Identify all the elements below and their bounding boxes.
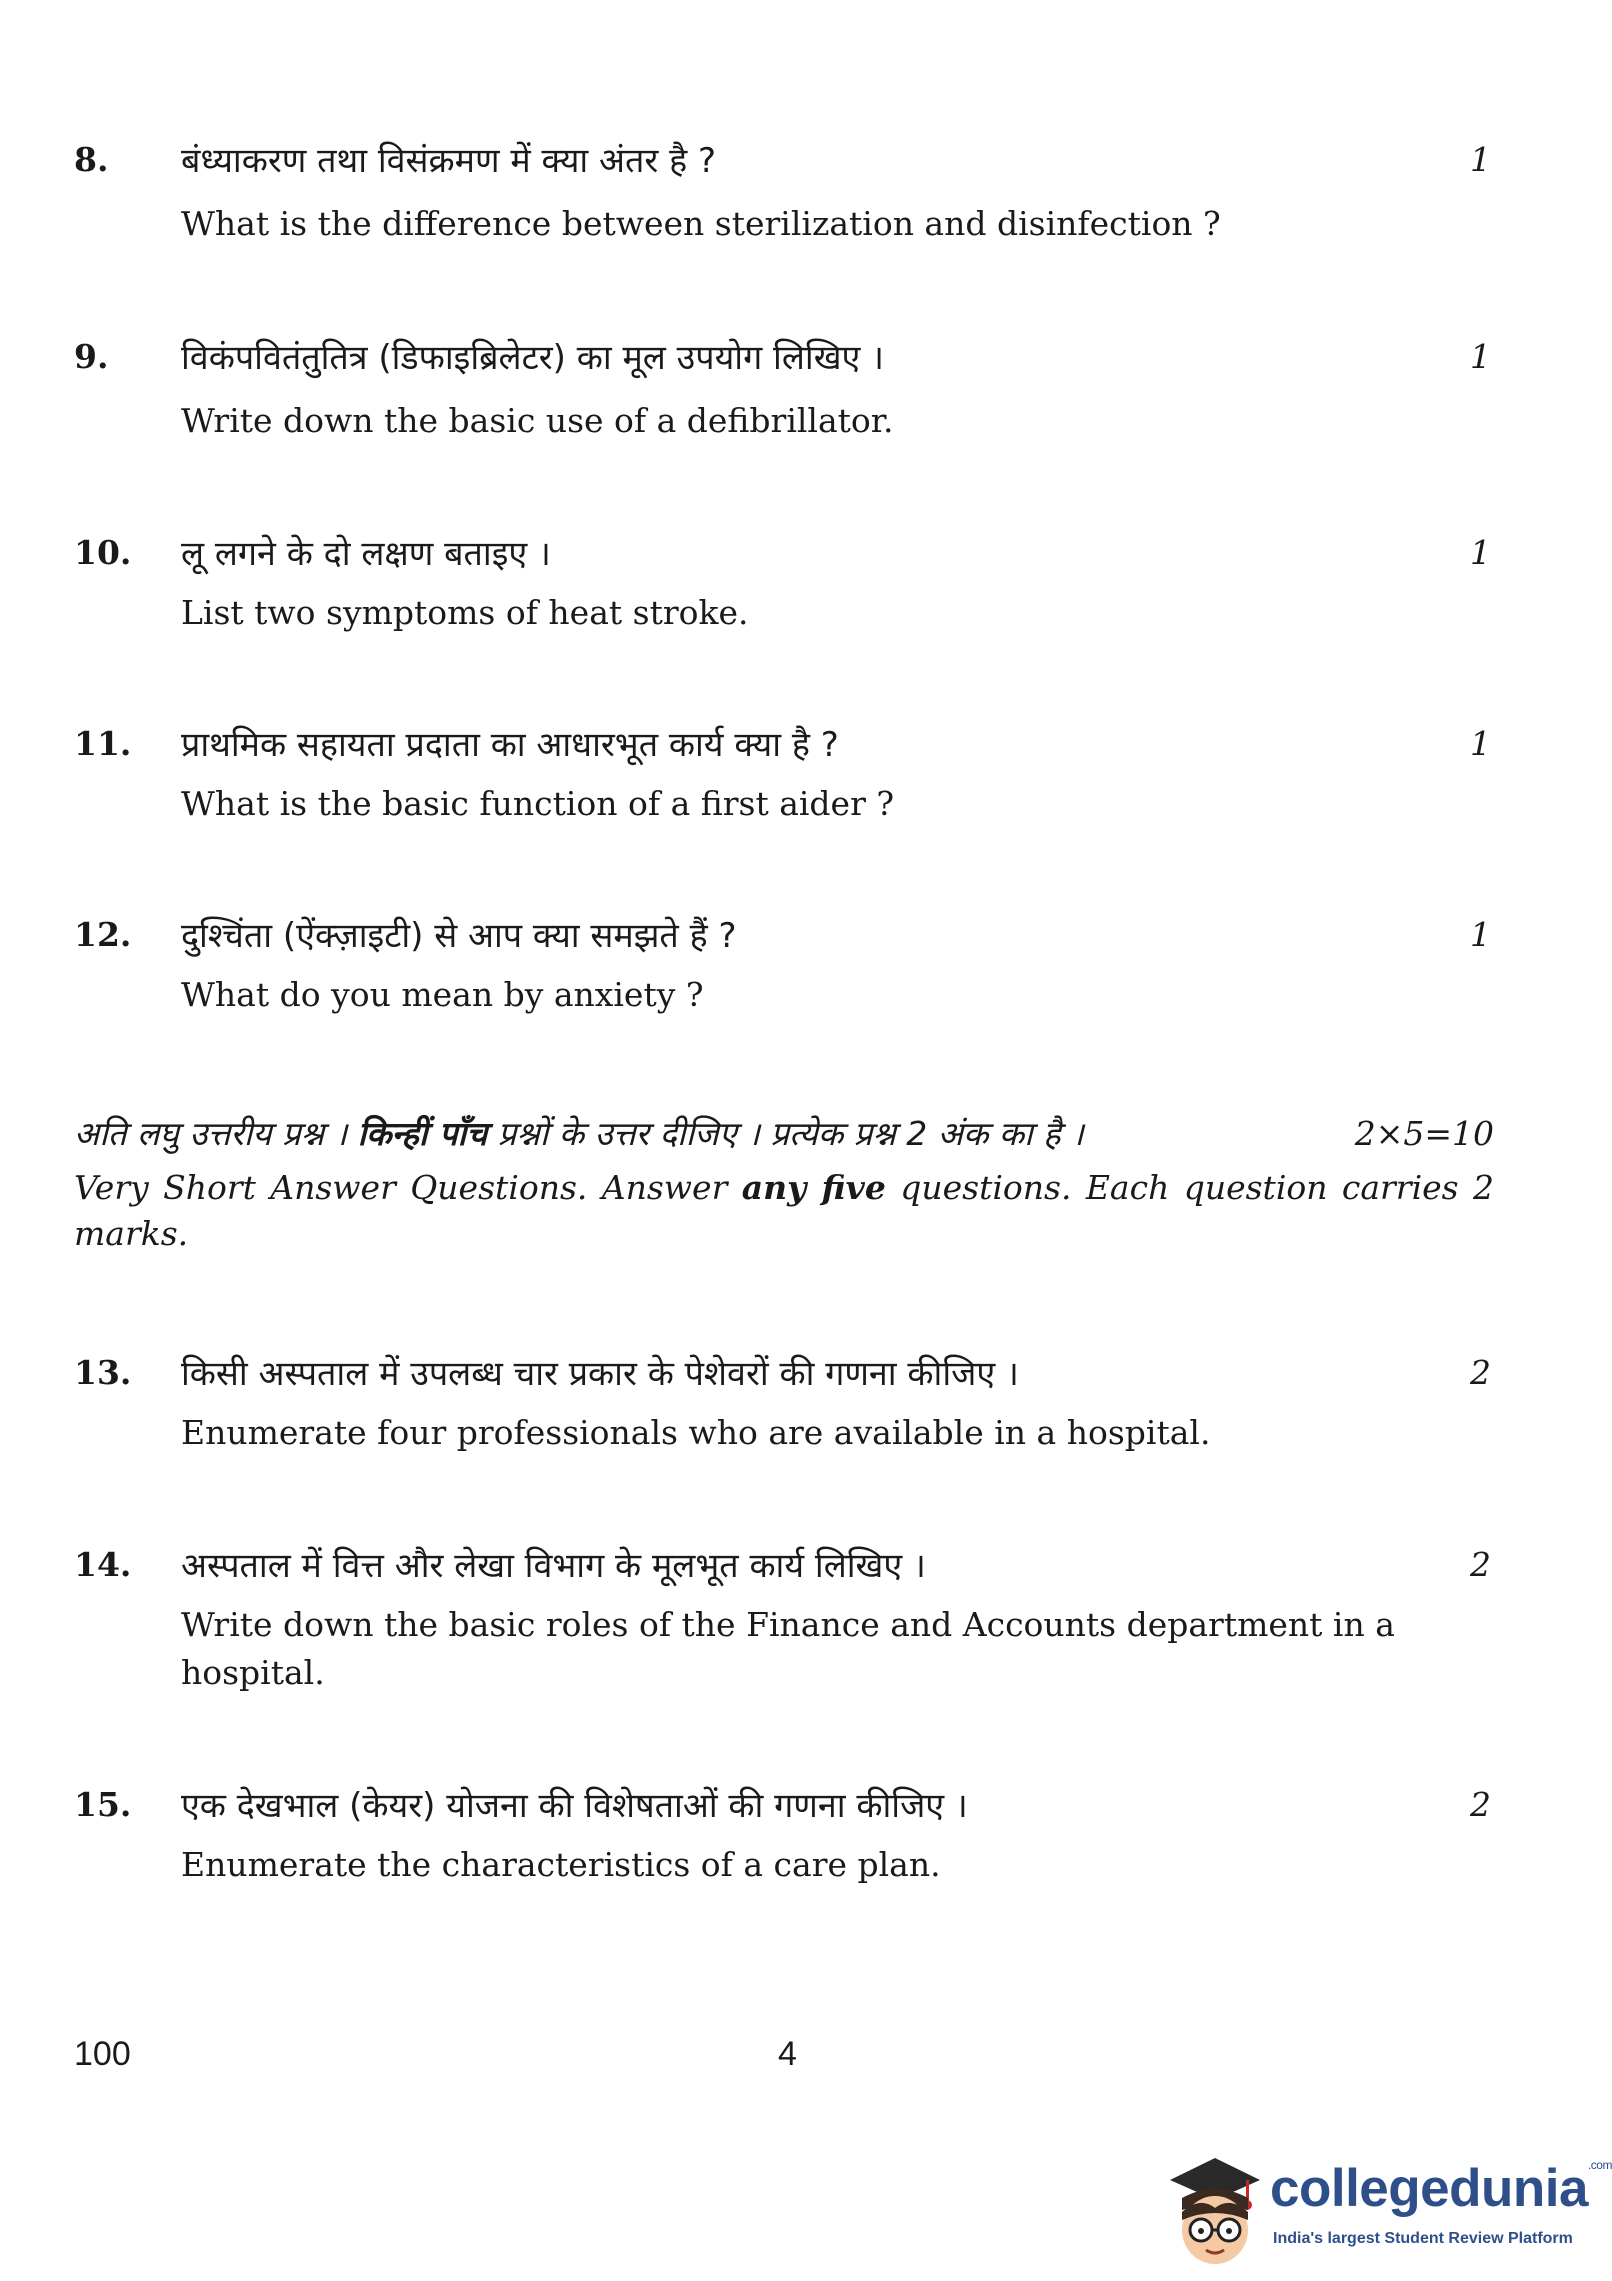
question-text-english: Write down the basic use of a defibrillator. — [181, 401, 894, 440]
logo-tagline: India's largest Student Review Platform — [1273, 2230, 1573, 2247]
question-text-english: What is the basic function of a first aider ? — [181, 784, 895, 823]
question-number: 13. — [74, 1353, 132, 1392]
question-text-english: What do you mean by anxiety ? — [181, 975, 704, 1014]
question-marks: 1 — [1470, 915, 1491, 954]
question-text-english: List two symptoms of heat stroke. — [181, 593, 749, 632]
question-text-english: What is the difference between sterilization and disinfection ? — [181, 204, 1221, 243]
question-number: 9. — [74, 337, 109, 376]
question-text-english: Enumerate four professionals who are available in a hospital. — [181, 1413, 1211, 1452]
question-text-hindi: लू लगने के दो लक्षण बताइए । — [181, 534, 551, 574]
section-marks-scheme: 2×5=10 — [1354, 1114, 1494, 1153]
question-marks: 2 — [1470, 1785, 1491, 1824]
question-number: 11. — [74, 724, 132, 763]
question-text-hindi: दुश्चिंता (ऐंक्ज़ाइटी) से आप क्या समझते हैं ? — [181, 916, 737, 956]
question-text-hindi: एक देखभाल (केयर) योजना की विशेषताओं की गणना कीजिए । — [181, 1786, 968, 1826]
question-marks: 1 — [1470, 724, 1491, 763]
question-marks: 1 — [1470, 533, 1491, 572]
question-text-hindi: प्राथमिक सहायता प्रदाता का आधारभूत कार्य क्या है ? — [181, 725, 839, 765]
question-number: 12. — [74, 915, 132, 954]
section-instructions-english: Very Short Answer Questions. Answer any five questions. Each question carries 2 marks. — [74, 1168, 1494, 1253]
collegedunia-logo — [1160, 2150, 1612, 2275]
question-marks: 2 — [1470, 1545, 1491, 1584]
question-number: 14. — [74, 1545, 132, 1584]
logo-wordmark: collegedunia$^{.com}$ — [1270, 2158, 1612, 2218]
page-number: 4 — [778, 2035, 797, 2073]
question-text-english: Write down the basic roles of the Finance and Accounts department in a hospital. — [181, 1605, 1395, 1692]
paper-code: 100 — [74, 2035, 131, 2073]
question-marks: 1 — [1470, 140, 1491, 179]
question-number: 8. — [74, 140, 109, 179]
question-text-hindi: बंध्याकरण तथा विसंक्रमण में क्या अंतर है ? — [181, 141, 717, 181]
question-number: 10. — [74, 533, 132, 572]
question-text-english: Enumerate the characteristics of a care plan. — [181, 1845, 941, 1884]
question-text-hindi: विकंपवितंतुतित्र (डिफाइब्रिलेटर) का मूल उपयोग लिखिए । — [181, 338, 885, 378]
question-text-hindi: अस्पताल में वित्त और लेखा विभाग के मूलभूत कार्य लिखिए । — [181, 1546, 926, 1586]
section-instructions-hindi: अति लघु उत्तरीय प्रश्न । किन्हीं पाँच प्रश्नों के उत्तर दीजिए । प्रत्येक प्रश्न 2 अंक का है । — [74, 1114, 1084, 1153]
question-number: 15. — [74, 1785, 132, 1824]
student-mascot-icon — [1160, 2150, 1270, 2275]
question-marks: 1 — [1470, 337, 1491, 376]
question-marks: 2 — [1470, 1353, 1491, 1392]
question-text-hindi: किसी अस्पताल में उपलब्ध चार प्रकार के पेशेवरों की गणना कीजिए । — [181, 1354, 1019, 1394]
